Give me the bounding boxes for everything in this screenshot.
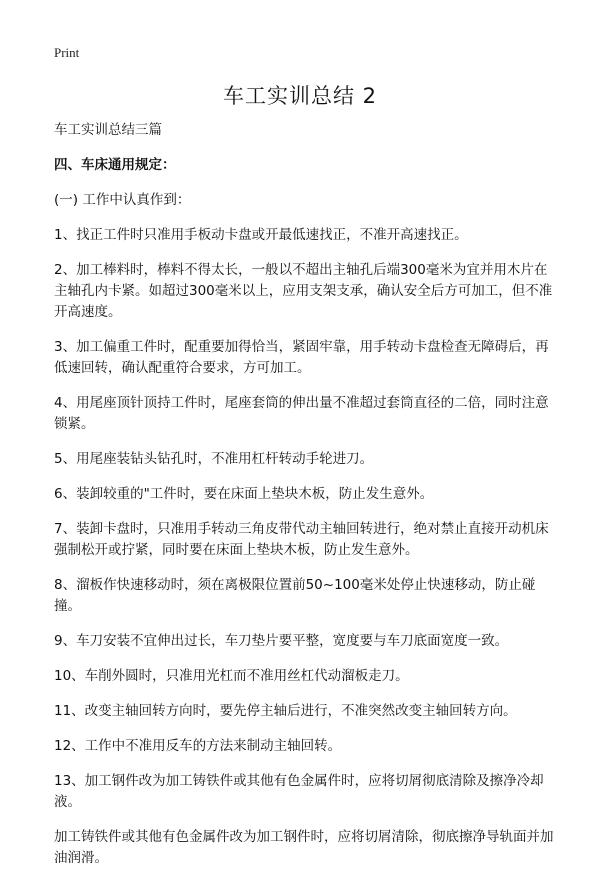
list-item: 11、改变主轴回转方向时，要先停主轴后进行，不准突然改变主轴回转方向。 — [54, 703, 517, 719]
document-body — [54, 120, 554, 883]
closing-paragraph: 加工铸铁件或其他有色金属件改为加工钢件时，应将切屑清除，彻底擦净导轨面并加油润滑。 — [54, 829, 554, 866]
print-link[interactable]: Print — [54, 45, 80, 60]
document-subtitle: 车工实训总结三篇 — [54, 122, 162, 138]
section-heading: 四、车床通用规定： — [54, 157, 176, 173]
list-item: 10、车削外圆时，只准用光杠而不准用丝杠代动溜板走刀。 — [54, 668, 409, 684]
list-item: 12、工作中不准用反车的方法来制动主轴回转。 — [54, 738, 342, 754]
list-item: 7、装卸卡盘时，只准用手转动三角皮带代动主轴回转进行，绝对禁止直接开动机床强制松开或拧紧，同时要在床面上垫块木板，防止发生意外。 — [54, 521, 549, 558]
list-item: 2、加工棒料时，棒料不得太长，一般以不超出主轴孔后端300毫米为宜并用木片在主轴孔内卡紧。如超过300毫米以上，应用支架支承，确认安全后方可加工，但不准开高速度。 — [54, 262, 553, 320]
page-title: 车工实训总结 2 — [222, 84, 378, 108]
list-item: 9、车刀安装不宜伸出过长，车刀垫片要平整，宽度要与车刀底面宽度一致。 — [54, 633, 509, 649]
list-item: 3、加工偏重工件时，配重要加得恰当，紧固牢靠，用手转动卡盘检查无障碍后，再低速回转，确认配重符合要求，方可加工。 — [54, 339, 549, 376]
list-item: 13、加工钢件改为加工铸铁件或其他有色金属件时，应将切屑彻底清除及擦净冷却液。 — [54, 773, 544, 810]
list-item: 4、用尾座顶针顶持工件时，尾座套筒的伸出量不准超过套筒直径的二倍，同时注意锁紧。 — [54, 395, 549, 432]
subsection-heading: (一) 工作中认真作到： — [54, 192, 191, 208]
list-item: 1、找正工件时只准用手板动卡盘或开最低速找正，不准开高速找正。 — [54, 227, 468, 243]
list-item: 8、溜板作快速移动时，须在离极限位置前50~100毫米处停止快速移动，防止碰撞。 — [54, 577, 536, 614]
list-item: 5、用尾座装钻头钻孔时，不准用杠杆转动手轮进刀。 — [54, 451, 374, 467]
list-item: 6、装卸较重的"工件时，要在床面上垫块木板，防止发生意外。 — [54, 486, 434, 502]
